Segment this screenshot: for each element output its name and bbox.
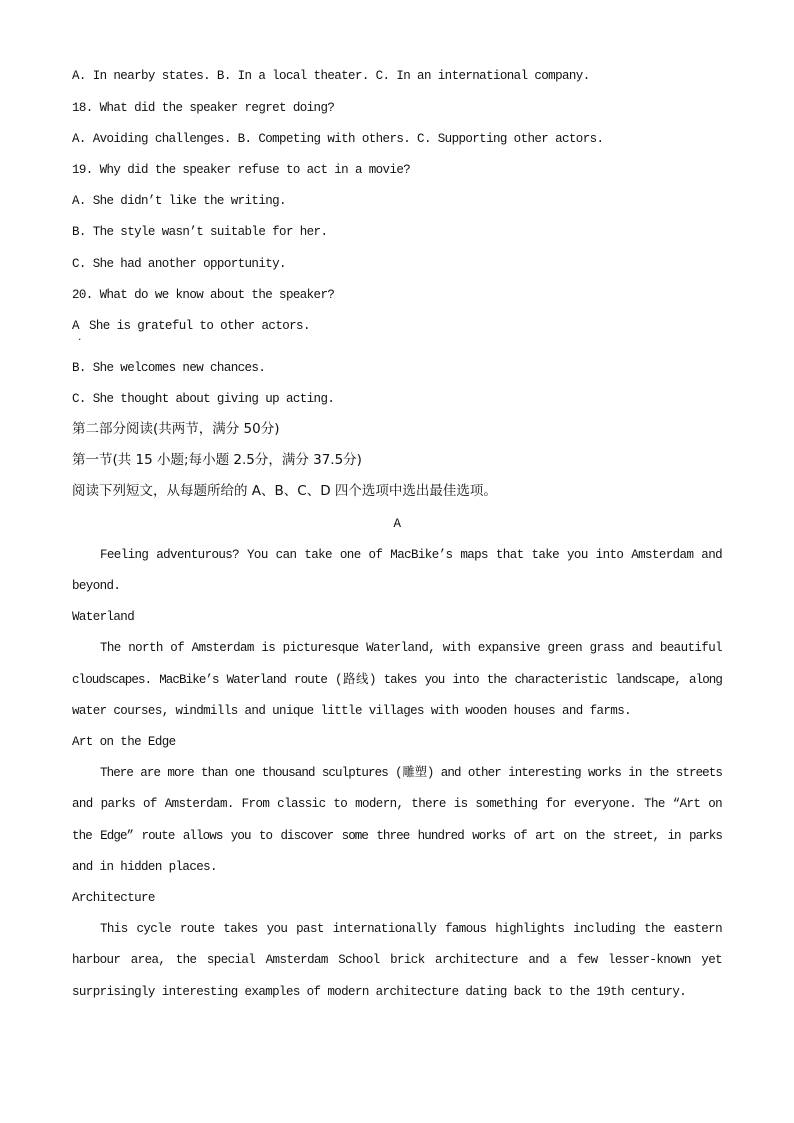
paragraph-line: There are more than one thousand sculptures (雕塑) and other interesting works in the streets xyxy=(100,766,722,780)
section-heading-art-on-the-edge: Art on the Edge xyxy=(72,735,176,749)
question-20-option-a xyxy=(72,317,372,335)
question-20-option-c: C. She thought about giving up acting. xyxy=(72,392,335,406)
paragraph-line: The north of Amsterdam is picturesque Waterland, with expansive green grass and beautiful xyxy=(100,641,722,655)
paragraph-line: cloudscapes. MacBike’s Waterland route (路线) takes you into the characteristic landscape, along xyxy=(72,673,722,687)
question-20-stem: 20. What do we know about the speaker? xyxy=(72,288,335,302)
passage-label: A xyxy=(393,517,401,531)
paragraph-line: the Edge” route allows you to discover some three hundred works of art on the street, in parks xyxy=(72,829,722,843)
question-19-option-a: A. She didn’t like the writing. xyxy=(72,194,286,208)
section-heading-architecture: Architecture xyxy=(72,891,155,905)
paragraph-line: This cycle route takes you past internationally famous highlights including the eastern xyxy=(100,922,722,936)
section-heading-waterland: Waterland xyxy=(72,610,135,624)
passage-intro-line: Feeling adventurous? You can take one of MacBike’s maps that take you into Amsterdam and xyxy=(100,548,722,562)
paragraph-line: and in hidden places. xyxy=(72,860,217,874)
part-title: 第二部分阅读(共两节，满分 50分) xyxy=(72,421,280,437)
section-instructions: 阅读下列短文，从每题所给的 A、B、C、D 四个选项中选出最佳选项。 xyxy=(72,483,497,499)
question-18-stem: 18. What did the speaker regret doing? xyxy=(72,101,335,115)
section-title: 第一节(共 15 小题;每小题 2.5分，满分 37.5分) xyxy=(72,452,362,468)
paragraph-line: water courses, windmills and unique little villages with wooden houses and farms. xyxy=(72,704,631,718)
question-19-stem: 19. Why did the speaker refuse to act in a movie? xyxy=(72,163,411,177)
question-18-options: A. Avoiding challenges. B. Competing with others. C. Supporting other actors. xyxy=(72,132,604,146)
question-19-option-c: C. She had another opportunity. xyxy=(72,257,286,271)
passage-intro-line: beyond. xyxy=(72,579,121,593)
question-17-options: A. In nearby states. B. In a local theater. C. In an international company. xyxy=(72,69,590,83)
paragraph-line: surprisingly interesting examples of modern architecture dating back to the 19th century. xyxy=(72,985,687,999)
option-a-text: She is grateful to other actors. xyxy=(89,319,310,333)
question-20-option-b: B. She welcomes new chances. xyxy=(72,361,266,375)
option-a-label: A xyxy=(72,319,79,333)
question-19-option-b: B. The style wasn’t suitable for her. xyxy=(72,225,328,239)
option-a-dot: . xyxy=(77,333,82,343)
paragraph-line: and parks of Amsterdam. From classic to modern, there is something for everyone. The “Art on xyxy=(72,797,722,811)
paragraph-line: harbour area, the special Amsterdam School brick architecture and a few lesser-known yet xyxy=(72,953,722,967)
